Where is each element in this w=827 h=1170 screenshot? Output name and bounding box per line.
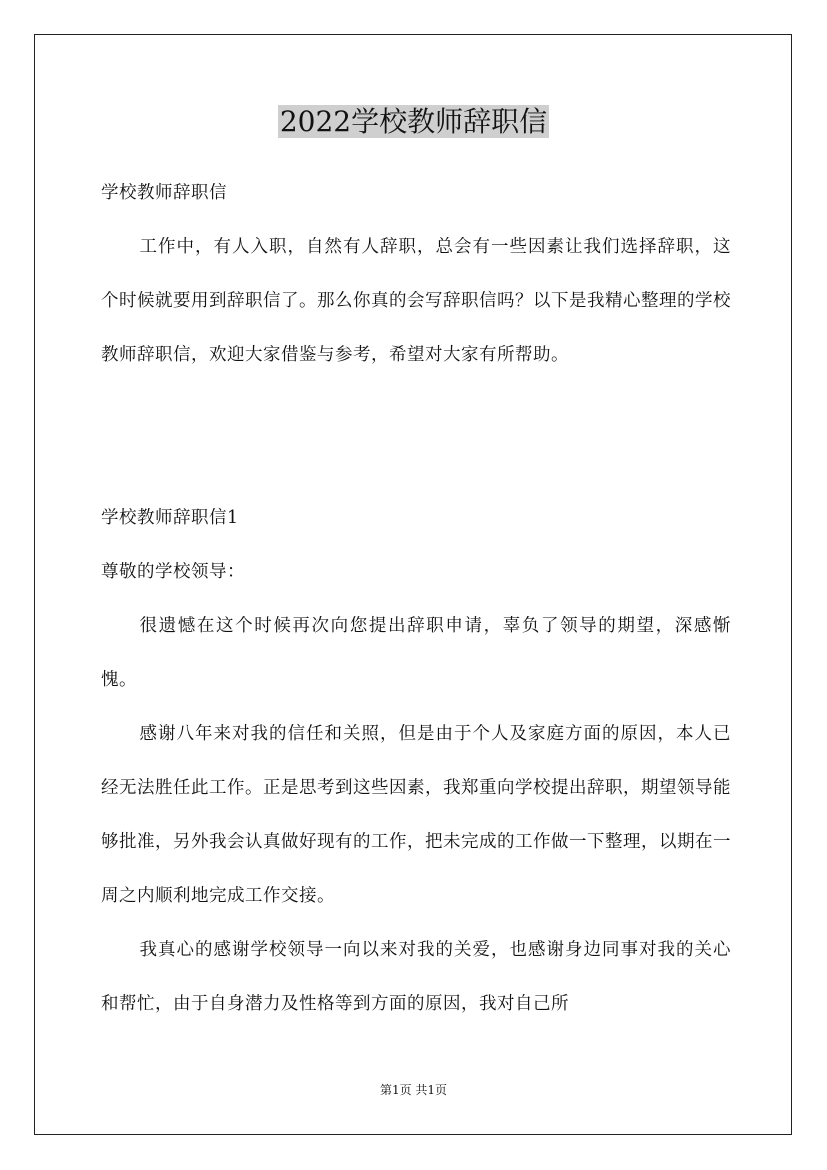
letter-paragraph-1: 很遗憾在这个时候再次向您提出辞职申请，辜负了领导的期望，深感惭愧。 (101, 616, 731, 690)
letter-paragraph-2: 感谢八年来对我的信任和关照，但是由于个人及家庭方面的原因，本人已经无法胜任此工作。正是思考到这些因素，我郑重向学校提出辞职，期望领导能够批准，另外我会认真做好现有的工作，把未完成的工作做一下整理，以期在一周之内顺利地完成工作交接。 (101, 724, 731, 906)
letter-salutation: 尊敬的学校领导： (101, 562, 245, 582)
document-title-text: 2022学校教师辞职信 (279, 105, 548, 138)
page-footer (0, 1081, 827, 1098)
intro-paragraph: 工作中，有人入职，自然有人辞职，总会有一些因素让我们选择辞职，这个时候就要用到辞职信了。那么你真的会写辞职信吗？以下是我精心整理的学校教师辞职信，欢迎大家借鉴与参考，希望对大家有所帮助。 (101, 237, 731, 365)
intro-section (101, 166, 731, 382)
document-title (0, 102, 827, 142)
letter-heading: 学校教师辞职信1 (101, 508, 239, 528)
intro-heading: 学校教师辞职信 (101, 183, 227, 203)
letter-section (101, 491, 731, 1031)
letter-paragraph-3: 我真心的感谢学校领导一向以来对我的关爱，也感谢身边同事对我的关心和帮忙，由于自身潜力及性格等到方面的原因，我对自己所 (101, 940, 731, 1014)
page-number-label: 第1页 共1页 (379, 1083, 448, 1097)
